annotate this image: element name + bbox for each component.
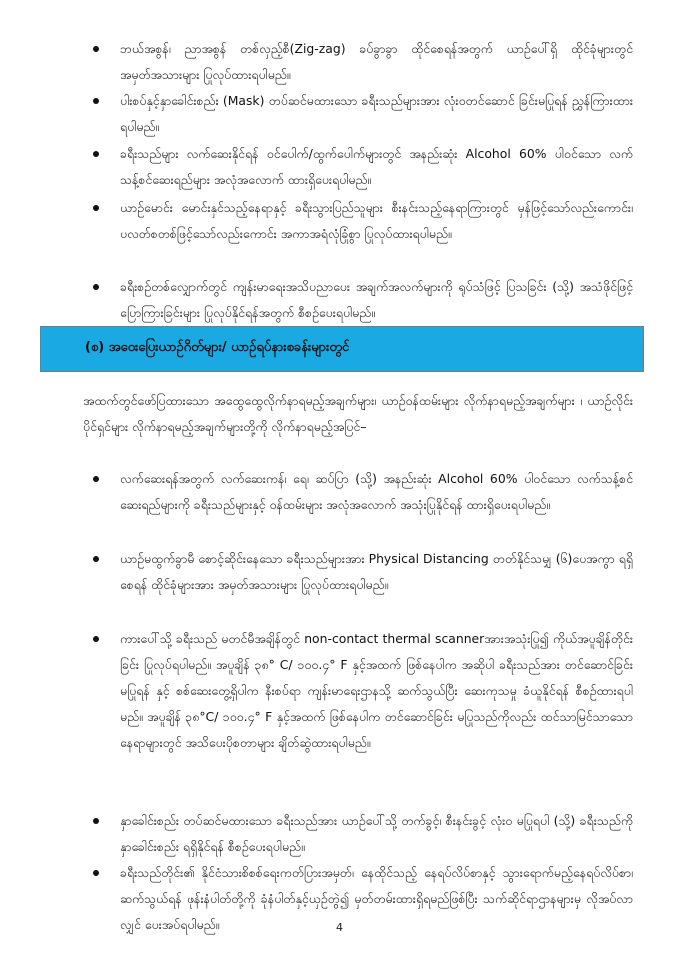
bullet-icon [93,818,99,824]
list-item-text: နှာခေါင်းစည်း တပ်ဆင်မထားသော ခရီးသည်အား ယာဉ်ပေါ်သို့ တက်ခွင့်၊ စီးနင်းခွင့် လုံးဝ မပြုရပါ (သို့) ခရီးသည်ကို နှာခေါင်းစည်း ရရှိနိုင်ရန် စီစဉ်ပေးရပါမည်။ [120,813,633,854]
bottom-bullet-list [0,466,679,940]
list-item [0,546,679,626]
bullet-icon [93,284,99,290]
bullet-icon [93,476,99,482]
section-heading-box [40,326,644,372]
list-item [0,36,679,88]
bullet-icon [93,98,99,104]
top-bullet-list [0,36,679,326]
list-item [0,274,679,326]
list-item-text: ခရီးသည်များ လက်ဆေးနိုင်ရန် ဝင်ပေါက်/ထွက်ပေါက်များတွင် အနည်းဆုံး Alcohol 60% ပါဝင်သော လက်သန့်စင်ဆေးရည်များ အလုံအလောက် ထားရှိပေးရပါမည်။ [120,146,633,187]
bullet-icon [93,636,99,642]
bullet-icon [93,556,99,562]
bullet-icon [93,870,99,876]
bullet-icon [93,46,99,52]
bullet-icon [93,151,99,157]
intro-paragraph: အထက်တွင်ဖော်ပြထားသော အထွေထွေလိုက်နာရမည့်အချက်များ၊ ယာဉ်ဝန်ထမ်းများ လိုက်နာရမည့်အချက်များ ၊ ယာဉ်လိုင်းပိုင်ရှင်များ လိုက်နာရမည့်အချက်များတို့ကို လိုက်နာရမည့်အပြင်– [83,393,633,434]
list-item-text: ခရီးစဉ်တစ်လျှောက်တွင် ကျန်းမာရေးအသိပညာပေး အချက်အလက်များကို ရုပ်သံဖြင့် ပြသခြင်း (သို့) အသံဖိုင်ဖြင့် ပြောကြားခြင်းများ ပြုလုပ်နိုင်ရန်အတွက် စီစဉ်ပေးရပါမည်။ [120,279,633,320]
list-item-text: ယာဉ်မောင်း မောင်းနှင်သည့်နေရာနှင့် ခရီးသွားပြည်သူများ စီးနင်းသည့်နေရာကြားတွင် မှန်ဖြင့်သော်လည်းကောင်း၊ ပလတ်စတစ်ဖြင့်သော်လည်းကောင်း အကာအရံလုံခြုံစွာ ပြုလုပ်ထားရပါမည်။ [120,200,633,241]
list-item [0,195,679,274]
list-item-text: ကားပေါ်သို့ ခရီးသည် မတင်မီအချိန်တွင် non-contact thermal scannerအားအသုံးပြု၍ ကိုယ်အပူချိန်တိုင်းခြင်း ပြုလုပ်ရပါမည်။ အပူချိန် ၃၈° C/ ၁၀၀.၄° F နှင့်အထက် ဖြစ်နေပါက အဆိုပါ ခရီးသည်အား တင်ဆောင်ခြင်း မပြုရန် နှင့် စစ်ဆေးတွေ့ရှိပါက နီးစပ်ရာ ကျန်းမာရေးဌာနသို့ ဆက်သွယ်ပြီး ဆေးကုသမှု ခံယူနိုင်ရန် စီစဉ်ထားရပါမည်။ အပူချိန် ၃၈°C/ ၁၀၀.၄° F နှင့်အထက် ဖြစ်နေပါက တင်ဆောင်ခြင်း မပြုသည်ကိုလည်း ထင်သာမြင်သာသော နေရာများတွင် အသိပေးပိုစတာများ ချိတ်ဆွဲထားရပါမည်။ [120,631,633,750]
section-title: (စ) အဝေးပြေးယာဉ်ဂိတ်များ/ ယာဉ်ရပ်နားစခန်းများတွင် [85,340,350,355]
list-item [0,626,679,808]
list-item [0,88,679,141]
bullet-icon [93,205,99,211]
list-item-text: ခရီးသည်တိုင်း၏ နိုင်ငံသားစိစစ်ရေးကတ်ပြားအမှတ်၊ နေထိုင်သည့် နေရပ်လိပ်စာနှင့် သွားရောက်မည့်နေရပ်လိပ်စာ၊ ဆက်သွယ်ရန် ဖုန်းနံပါတ်တို့ကို ခုံနံပါတ်နှင့်ယှဉ်တွဲ၍ မှတ်တမ်းထားရှိရမည်ဖြစ်ပြီး သက်ဆိုင်ရာဌာနများမှ လိုအပ်လာလျှင် ပေးအပ်ရပါမည်။ [120,865,633,932]
list-item-text: ယာဉ်မထွက်ခွာမီ စောင့်ဆိုင်းနေသော ခရီးသည်များအား Physical Distancing တတ်နိုင်သမျှ (၆)ပေအကွာ ရရှိစေရန် ထိုင်ခုံများအား အမှတ်အသားများ ပြုလုပ်ထားရပါမည်။ [120,551,633,592]
list-item [0,141,679,195]
list-item [0,466,679,546]
list-item-text: ဘယ်အစွန်၊ ညာအစွန် တစ်လှည့်စီ(Zig-zag) ခပ်ခွာခွာ ထိုင်စေရန်အတွက် ယာဉ်ပေါ်ရှိ ထိုင်ခုံများတွင် အမှတ်အသားများ ပြုလုပ်ထားရပါမည်။ [120,41,633,82]
list-item-text: လက်ဆေးရန်အတွက် လက်ဆေးကန်၊ ရေ၊ ဆပ်ပြာ (သို့) အနည်းဆုံး Alcohol 60% ပါဝင်သော လက်သန့်စင်ဆေးရည်များကို ခရီးသည်များနှင့် ဝန်ထမ်းများ အလုံအလောက် အသုံးပြုနိုင်ရန် ထားရှိပေးရပါမည်။ [120,471,633,512]
list-item-text: ပါးစပ်နှင့်နှာခေါင်းစည်း (Mask) တပ်ဆင်မထားသော ခရီးသည်များအား လုံးဝတင်ဆောင် ခြင်းမပြုရန် ညွှန်ကြားထားရပါမည်။ [120,93,633,134]
page-number: 4 [336,921,343,934]
list-item [0,808,679,860]
